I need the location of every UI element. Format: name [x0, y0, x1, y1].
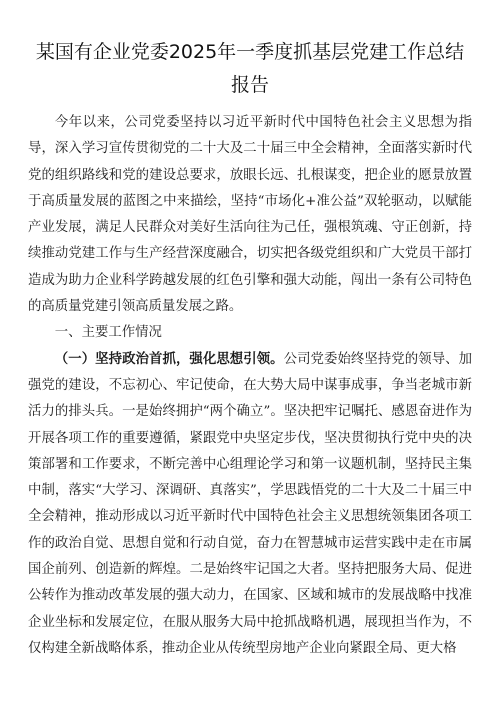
document-title: 某国有企业党委2025年一季度抓基层党建工作总结报告: [35, 41, 465, 96]
subsection-body: 公司党委始终坚持党的领导、加强党的建设，不忘初心、牢记使命，在大势大局中谋事成事，争当老城市新活力的排头兵。一是始终拥护“两个确立”。坚决把牢记嘱托、感恩奋进作为开展各项工作的重要遵循，紧跟党中央坚定步伐，坚决贯彻执行党中央的决策部署和工作要求，不断完善中心组理论学习和第一议题机制，坚持民主集中制，落实“大学习、深调研、真落实”，学思践悟党的二十大及二十届三中全会精神，推动形成以习近平新时代中国特色社会主义思想统领集团各项工作的政治自觉、思想自觉和行动自觉，奋力在智慧城市运营实践中走在市属国企前列、创造新的辉煌。二是始终牢记国之大者。坚持把服务大局、促进公转作为推动改革发展的强大动力，在国家、区域和城市的发展战略中找准企业坐标和发展定位，在服从服务大局中抢抓战略机遇，展现担当作为，不仅构建全新战略体系，推动企业从传统型房地产企业向紧跟全局、更大格: [28, 351, 473, 656]
section-heading: 一、主要工作情况: [54, 325, 162, 341]
subsection-title: （一）坚持政治首抓，强化思想引领。: [54, 351, 284, 367]
intro-paragraph: 今年以来，公司党委坚持以习近平新时代中国特色社会主义思想为指导，深入学习宣传贯彻党的二十大及二十届三中全会精神，全面落实新时代党的组织路线和党的建设总要求，放眼长远、扎根谋变，把企业的愿景放置于高质量发展的蓝图之中来描绘，坚持“市场化+准公益”双轮驱动，以赋能产业发展，满足人民群众对美好生活向往为己任，强根筑魂、守正创新，持续推动党建工作与生产经营深度融合，切实把各级党组织和广大党员干部打造成为助力企业科学跨越发展的红色引擎和强大动能，闯出一条有公司特色的高质量党建引领高质量发展之路。: [28, 115, 472, 315]
subsection-paragraph: [28, 347, 472, 663]
